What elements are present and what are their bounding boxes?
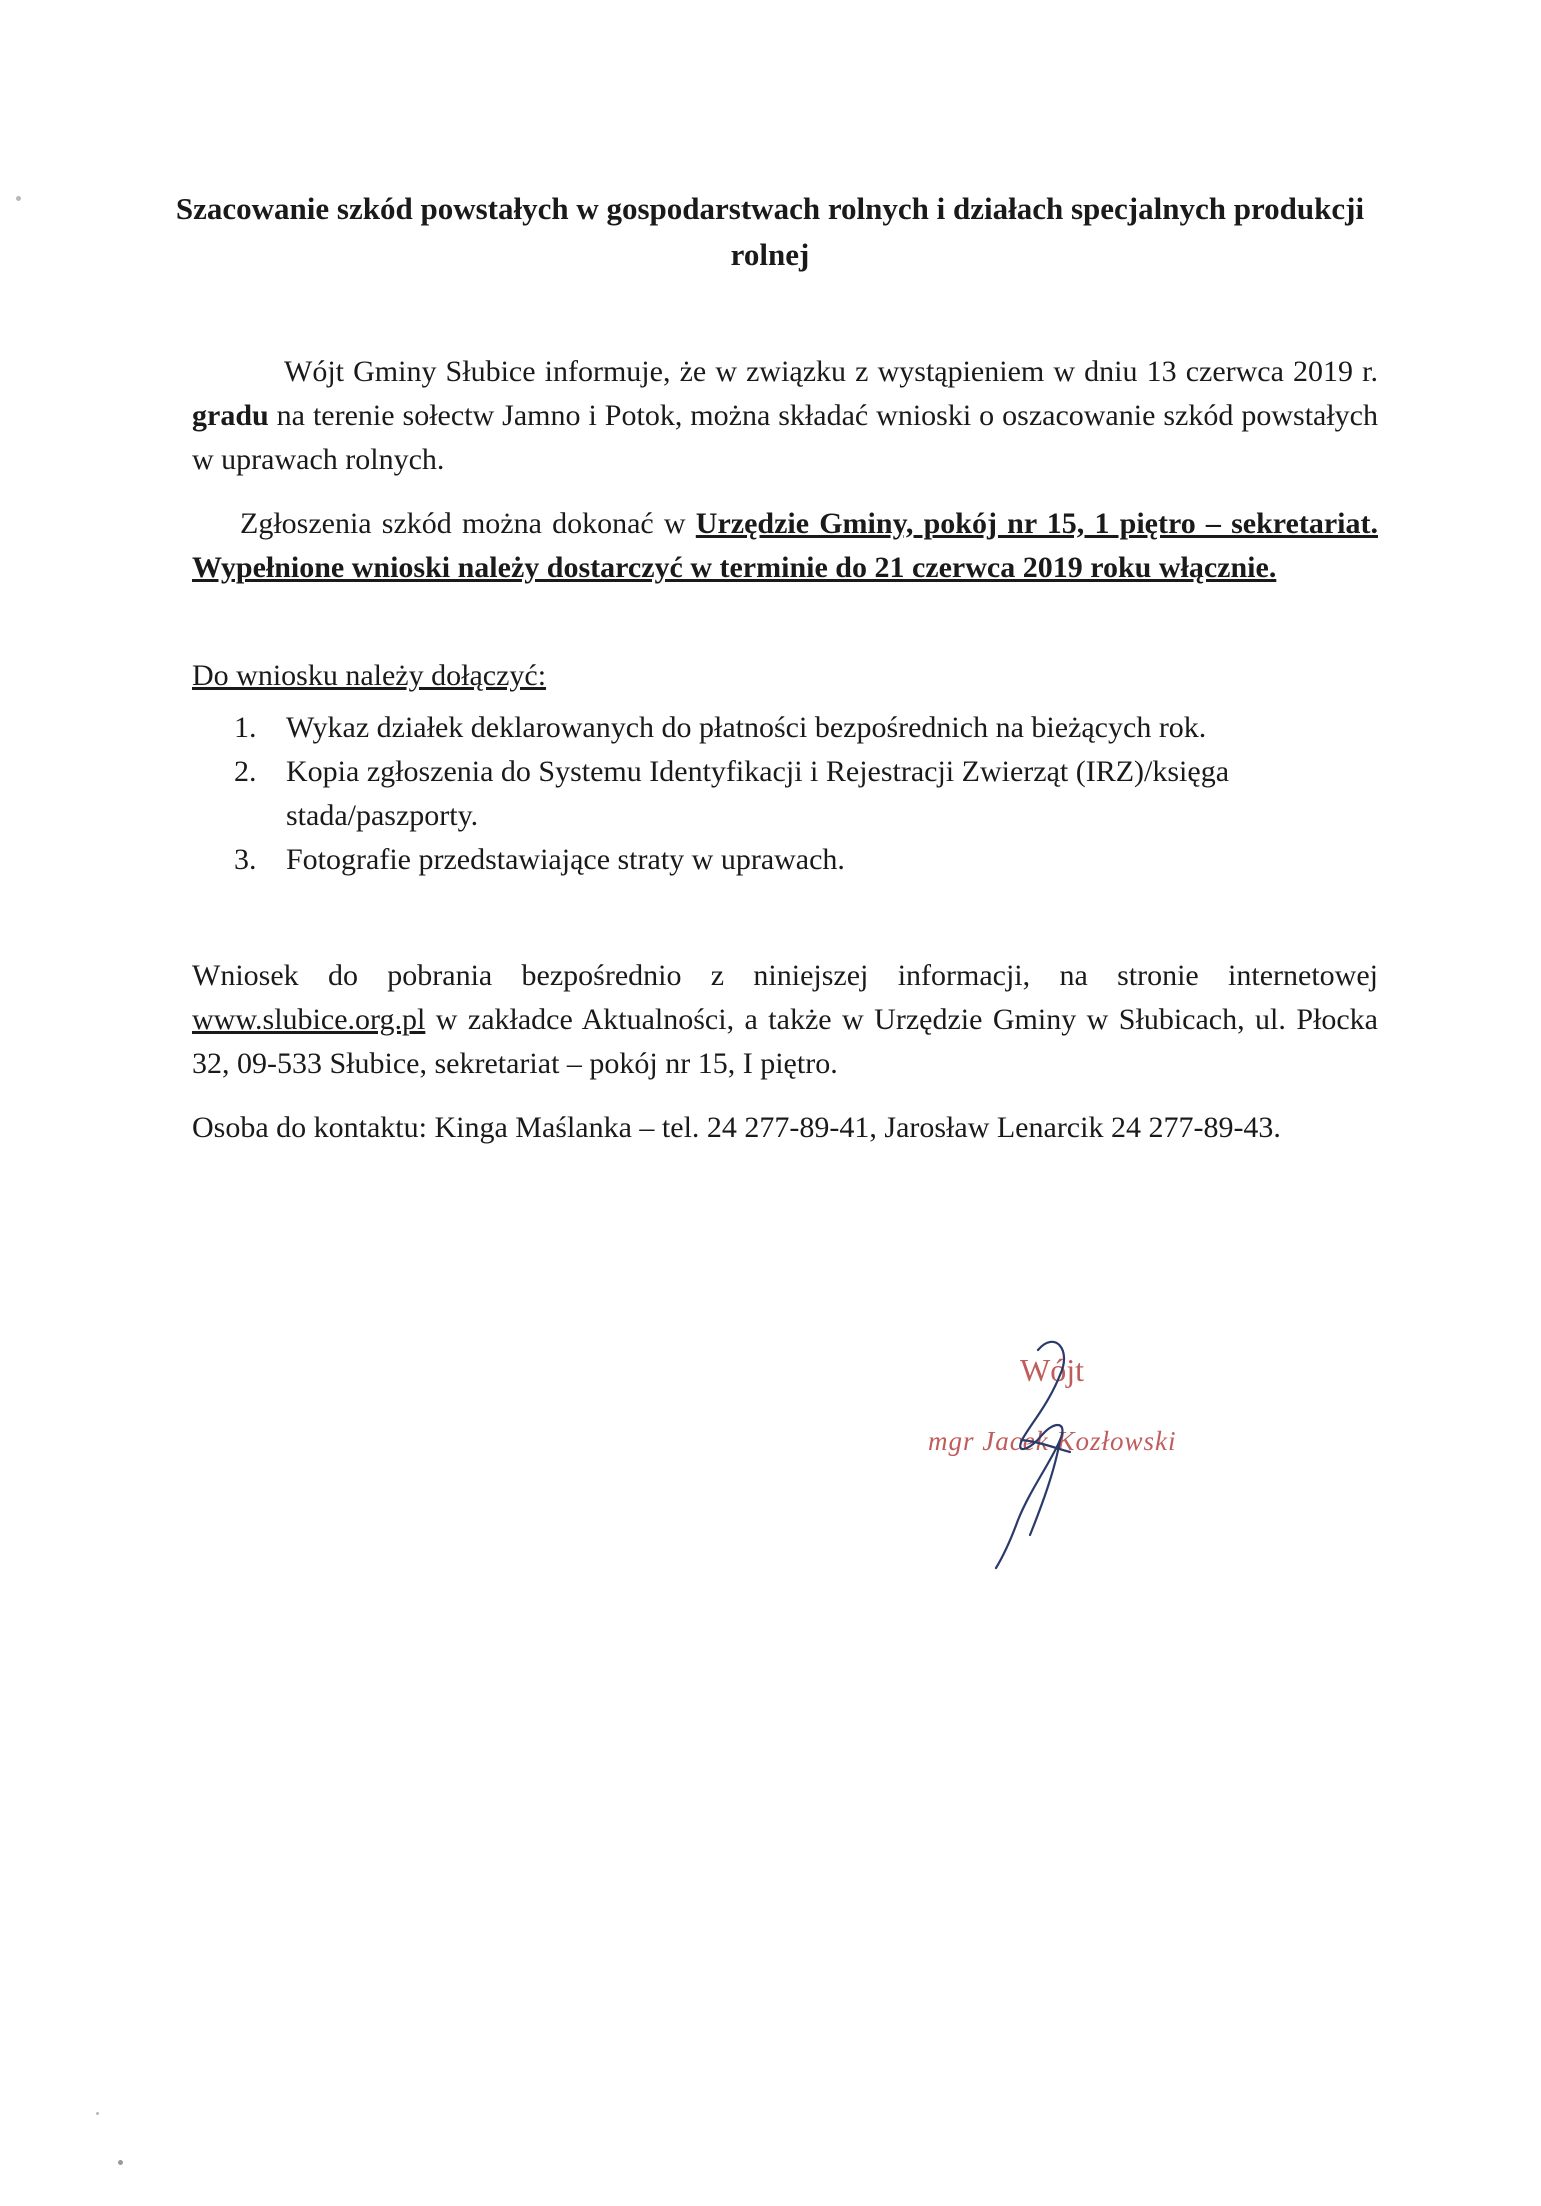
stamp-role: Wójt [1020, 1352, 1084, 1388]
submission-place-deadline: Urzędzie Gminy, pokój nr 15, 1 piętro – sekretariat. Wypełnione wnioski należy dostarczyć w terminie do 21 czerwca 2019 roku włącznie. [192, 507, 1378, 584]
list-item [228, 838, 1378, 882]
list-item [228, 750, 1378, 838]
paragraph-announcement [192, 350, 1378, 482]
list-item [228, 706, 1378, 750]
scan-speck [16, 196, 21, 201]
document-title: Szacowanie szkód powstałych w gospodarstwach rolnych i działach specjalnych produkcji rolnej [175, 191, 1365, 272]
announcement-text-end: na terenie sołectw Jamno i Potok, można składać wnioski o oszacowanie szkód powstałych w uprawach rolnych. [192, 399, 1378, 476]
list-item-text: Kopia zgłoszenia do Systemu Identyfikacji i Rejestracji Zwierząt (IRZ)/księga stada/paszporty. [286, 755, 1230, 832]
attachments-heading-text: Do wniosku należy dołączyć: [192, 659, 547, 692]
announcement-hail: gradu [192, 399, 269, 432]
scan-speck [118, 2160, 123, 2165]
list-item-number: 2. [234, 755, 257, 788]
paragraph-submission [192, 502, 1378, 590]
paragraph-contact: Osoba do kontaktu: Kinga Maślanka – tel. 24 277-89-41, Jarosław Lenarcik 24 277-89-43. [192, 1111, 1281, 1144]
paragraph-download [192, 954, 1378, 1086]
list-item-text: Wykaz działek deklarowanych do płatności bezpośrednich na bieżących rok. [286, 711, 1207, 744]
scan-speck [96, 2112, 99, 2115]
submission-text-start: Zgłoszenia szkód można dokonać w [240, 507, 696, 540]
attachments-list [228, 706, 1378, 882]
announcement-text-start: Wójt Gminy Słubice informuje, że w związku z wystąpieniem w dniu 13 czerwca 2019 r. [284, 355, 1378, 388]
list-item-number: 3. [234, 843, 257, 876]
list-item-text: Fotografie przedstawiające straty w uprawach. [286, 843, 845, 876]
attachments-heading [192, 654, 1378, 698]
handwritten-signature [960, 1330, 1130, 1580]
stamp-name: mgr Jacek Kozłowski [928, 1426, 1177, 1456]
website-link[interactable]: www.slubice.org.pl [192, 1003, 426, 1036]
download-text-end: w zakładce Aktualności, a także w Urzędzie Gminy w Słubicach, ul. Płocka 32, 09-533 Słubice, sekretariat – pokój nr 15, I piętro. [192, 1003, 1378, 1080]
list-item-number: 1. [234, 711, 257, 744]
download-text-start: Wniosek do pobrania bezpośrednio z niniejszej informacji, na stronie internetowej [192, 959, 1378, 992]
